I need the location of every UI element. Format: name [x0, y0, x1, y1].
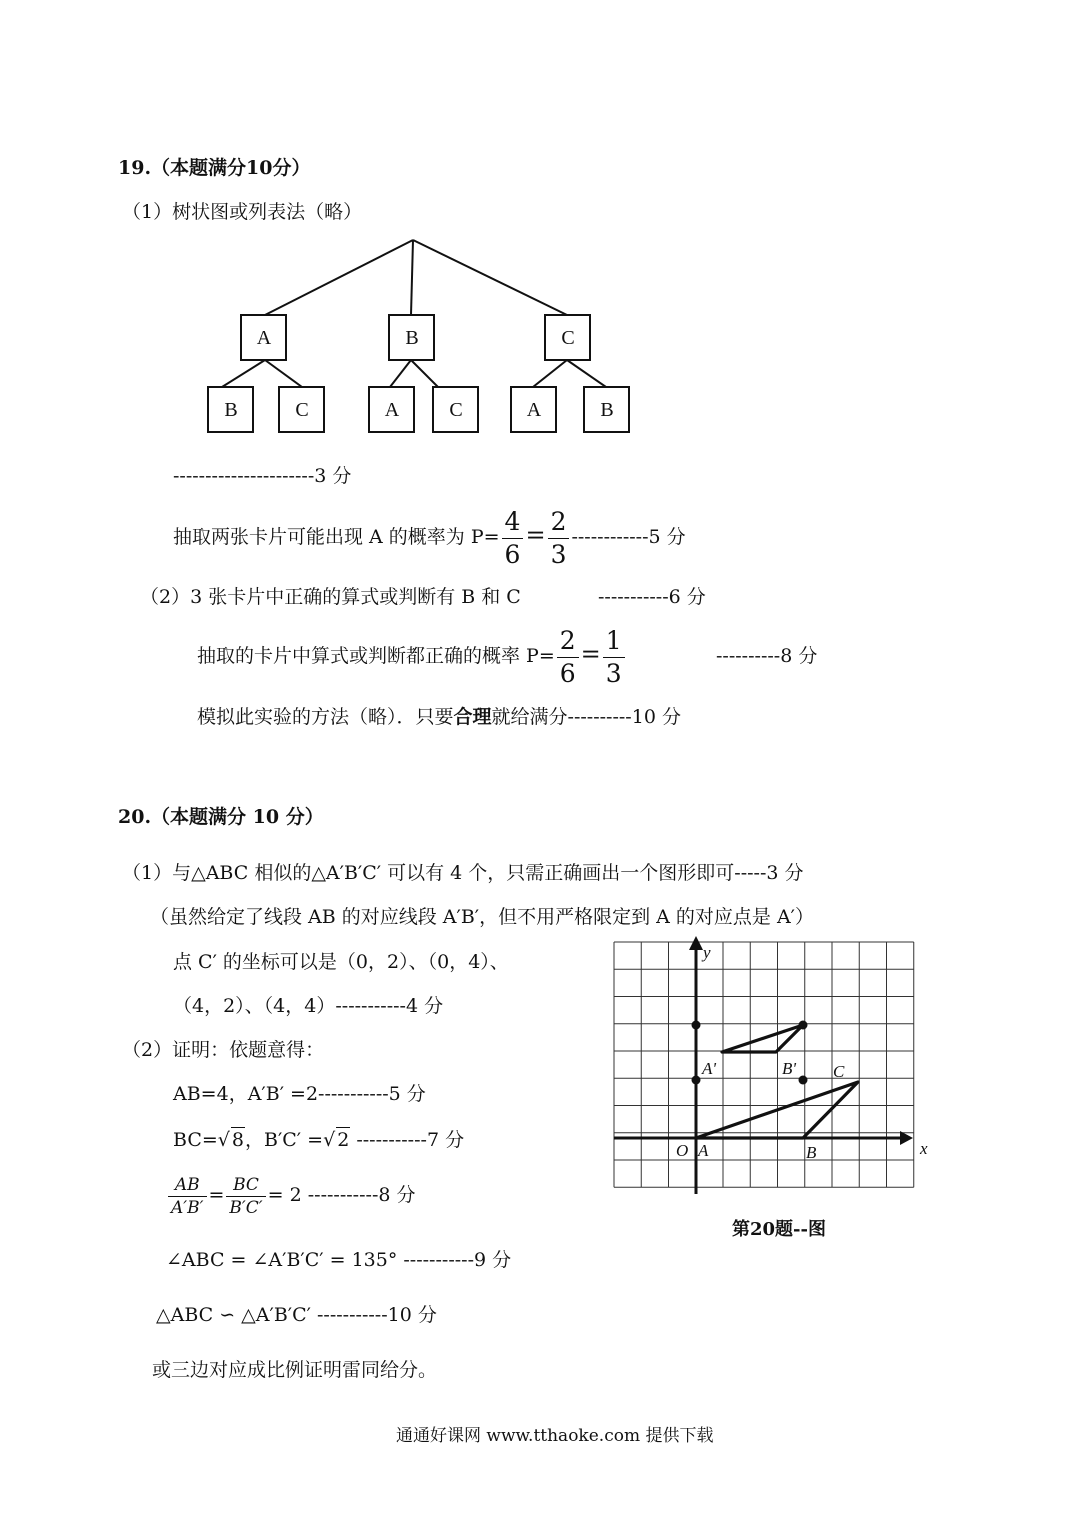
label-b-prime: B' [782, 1059, 797, 1078]
tree-node-l2-4: A [526, 399, 542, 421]
ratio-num1: AB [168, 1174, 207, 1197]
point-4-4 [799, 1021, 808, 1030]
prob-a-den2: 3 [550, 539, 567, 569]
q19-prob-a [173, 505, 686, 571]
q20-heading: 20.（本题满分 10 分） [118, 806, 324, 828]
q20-ratio [166, 1168, 416, 1222]
grid [614, 942, 914, 1187]
line7-mid: ，B′C′ = [244, 1129, 324, 1151]
q20-line7: BC=√ 8，B′C′ =√ 2 -----------7 分 [173, 1129, 465, 1151]
tree-node-l2-1: C [295, 399, 309, 421]
q20-line6: AB=4，A′B′ =2-----------5 分 [173, 1083, 426, 1105]
label-o: O [676, 1141, 689, 1160]
q19-part2: （2）3 张卡片中正确的算式或判断有 B 和 C [140, 586, 521, 608]
q19-part1: （1）树状图或列表法（略） [122, 201, 363, 223]
prob-b-num1: 2 [557, 625, 579, 658]
prob-b-den2: 3 [605, 658, 622, 688]
q20-line4: （4，2）、（4，4）-----------4 分 [173, 995, 444, 1017]
label-b: B [806, 1143, 817, 1162]
prob-a-frac2 [548, 506, 570, 571]
ratio-eq: = [208, 1184, 225, 1206]
tree-node-l2-3: C [449, 399, 463, 421]
q19-heading: 19.（本题满分10分） [118, 157, 311, 179]
q19-simulation [197, 705, 681, 729]
point-0-4 [692, 1021, 701, 1030]
prob-b-eq: = [580, 640, 601, 668]
sqrt-2: 2 [337, 1129, 350, 1151]
label-y: y [703, 943, 711, 962]
tree-node-l2-5: B [600, 399, 614, 421]
label-x: x [920, 1139, 928, 1158]
q19-score-6: -----------6 分 [598, 586, 706, 608]
prob-a-score: ------------5 分 [571, 526, 686, 548]
coordinate-figure [600, 936, 940, 1208]
tree-node-l1-2: C [561, 327, 575, 349]
tree-node-l1-1: B [405, 327, 419, 349]
prob-a-num1: 4 [502, 506, 524, 539]
ratio-frac1 [168, 1174, 207, 1219]
q20-similar: △ABC ∽ △A′B′C′ -----------10 分 [156, 1304, 437, 1326]
prob-b-prefix: 抽取的卡片中算式或判断都正确的概率 P= [197, 645, 555, 667]
tree-node-l2-0: B [224, 399, 238, 421]
prob-a-num2: 2 [548, 506, 570, 539]
ratio-den1: A′B′ [171, 1197, 204, 1218]
label-c: C [833, 1062, 845, 1081]
point-0-2 [692, 1076, 701, 1085]
label-a-prime: A' [702, 1059, 717, 1078]
q19-score-3: ----------------------3 分 [173, 465, 352, 487]
q19-score-8: ----------8 分 [716, 645, 818, 667]
q20-line3: 点 C′ 的坐标可以是（0，2）、（0，4）、 [173, 951, 509, 973]
sim-pre: 模拟此实验的方法（略）．只要 [197, 706, 454, 728]
line7-pre: BC= [173, 1129, 218, 1151]
prob-a-frac1 [502, 506, 524, 571]
tree-node-l1-0: A [256, 327, 272, 349]
prob-a-den1: 6 [504, 539, 521, 569]
label-a: A [698, 1141, 709, 1160]
q20-angle: ∠ABC = ∠A′B′C′ = 135° -----------9 分 [166, 1249, 512, 1271]
ratio-post: = 2 -----------8 分 [267, 1184, 416, 1206]
tree-diagram [200, 236, 640, 441]
figure-caption: 第20题--图 [732, 1219, 826, 1240]
q20-line2: （虽然给定了线段 AB 的对应线段 A′B′，但不用严格限定到 A 的对应点是 A′） [150, 906, 814, 928]
point-4-2 [799, 1076, 808, 1085]
sim-post: 就给满分----------10 分 [491, 706, 681, 728]
prob-a-eq: = [525, 521, 546, 549]
q20-line5: （2）证明：依题意得： [122, 1039, 325, 1061]
q19-prob-b [197, 624, 627, 690]
prob-b-frac2 [603, 625, 625, 690]
sqrt-8: 8 [231, 1129, 244, 1151]
q20-note: 或三边对应成比例证明雷同给分。 [152, 1359, 438, 1381]
ratio-den2: B′C′ [229, 1197, 263, 1218]
tree-node-l2-2: A [384, 399, 400, 421]
ratio-frac2 [226, 1174, 265, 1219]
prob-b-num2: 1 [603, 625, 625, 658]
line7-post: -----------7 分 [350, 1129, 465, 1151]
prob-b-den1: 6 [559, 658, 576, 688]
prob-b-frac1 [557, 625, 579, 690]
ratio-num2: BC [226, 1174, 265, 1197]
prob-a-prefix: 抽取两张卡片可能出现 A 的概率为 P= [173, 526, 500, 548]
footer-credit: 通通好课网 www.tthaoke.com 提供下载 [396, 1426, 714, 1446]
triangle-a1b1c1 [722, 1025, 803, 1052]
q20-line1: （1）与△ABC 相似的△A′B′C′ 可以有 4 个，只需正确画出一个图形即可-----3 分 [122, 862, 804, 884]
sim-bold: 合理 [453, 706, 492, 728]
y-axis-arrow [689, 936, 703, 950]
